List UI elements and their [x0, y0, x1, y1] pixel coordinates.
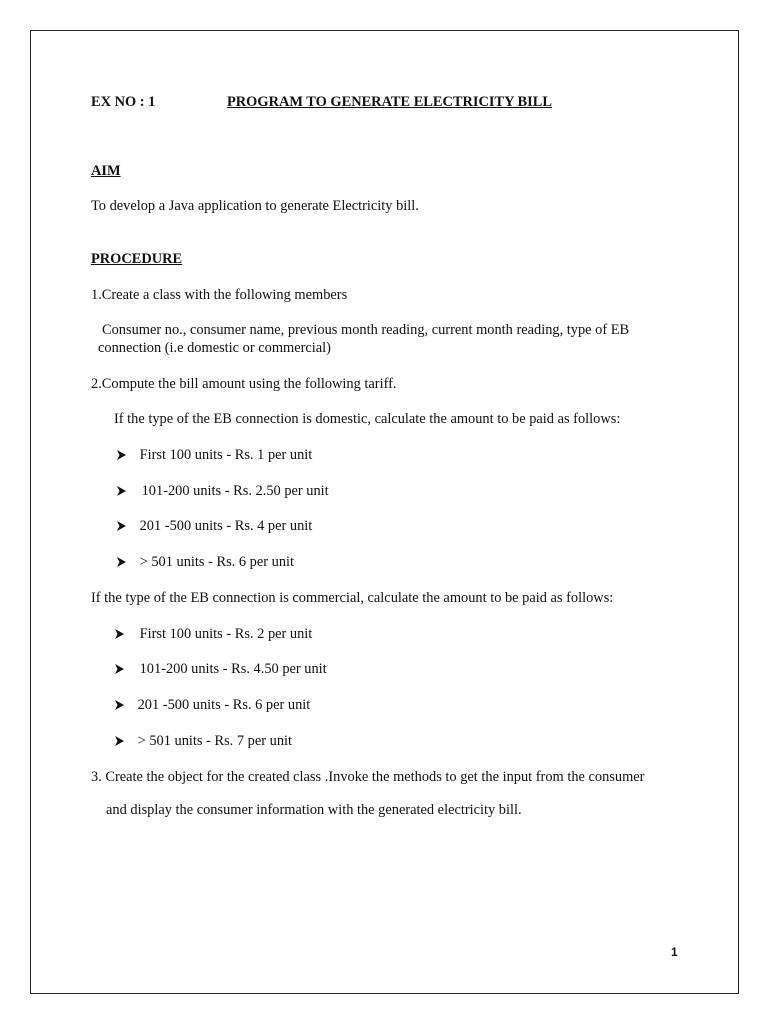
commercial-intro: If the type of the EB connection is commercial, calculate the amount to be paid as follows:	[91, 590, 614, 606]
arrowhead-bullet-icon	[115, 736, 124, 746]
document-page	[30, 30, 739, 994]
domestic-tariff-item: > 501 units - Rs. 6 per unit	[117, 553, 294, 571]
exercise-number: EX NO : 1	[91, 94, 156, 110]
domestic-tariff-item: 101-200 units - Rs. 2.50 per unit	[117, 482, 329, 500]
aim-text: To develop a Java application to generate Electricity bill.	[91, 198, 419, 214]
commercial-tariff-item: > 501 units - Rs. 7 per unit	[115, 732, 292, 750]
document-title: PROGRAM TO GENERATE ELECTRICITY BILL	[227, 94, 552, 110]
commercial-tariff-item: First 100 units - Rs. 2 per unit	[115, 625, 312, 643]
arrowhead-bullet-icon	[117, 486, 126, 496]
domestic-tariff-item: 201 -500 units - Rs. 4 per unit	[117, 517, 312, 535]
arrowhead-bullet-icon	[115, 664, 124, 674]
procedure-step-1: 1.Create a class with the following members	[91, 287, 348, 303]
procedure-step-1-detail-line2: connection (i.e domestic or commercial)	[98, 340, 331, 356]
procedure-step-3-line1: 3. Create the object for the created class .Invoke the methods to get the input from the consumer	[91, 769, 645, 785]
commercial-tariff-item: 201 -500 units - Rs. 6 per unit	[115, 696, 310, 714]
procedure-step-1-detail-line1: Consumer no., consumer name, previous month reading, current month reading, type of EB	[102, 322, 630, 338]
procedure-heading: PROCEDURE	[91, 251, 183, 267]
domestic-tariff-item: First 100 units - Rs. 1 per unit	[117, 446, 312, 464]
arrowhead-bullet-icon	[115, 700, 124, 710]
domestic-intro: If the type of the EB connection is domestic, calculate the amount to be paid as follows:	[114, 411, 621, 427]
arrowhead-bullet-icon	[115, 629, 124, 639]
arrowhead-bullet-icon	[117, 521, 126, 531]
arrowhead-bullet-icon	[117, 557, 126, 567]
procedure-step-2: 2.Compute the bill amount using the following tariff.	[91, 376, 397, 392]
procedure-step-3-line2: and display the consumer information with the generated electricity bill.	[106, 802, 522, 818]
commercial-tariff-item: 101-200 units - Rs. 4.50 per unit	[115, 660, 327, 678]
page-number: 1	[671, 945, 678, 959]
arrowhead-bullet-icon	[117, 450, 126, 460]
aim-heading: AIM	[91, 163, 121, 179]
